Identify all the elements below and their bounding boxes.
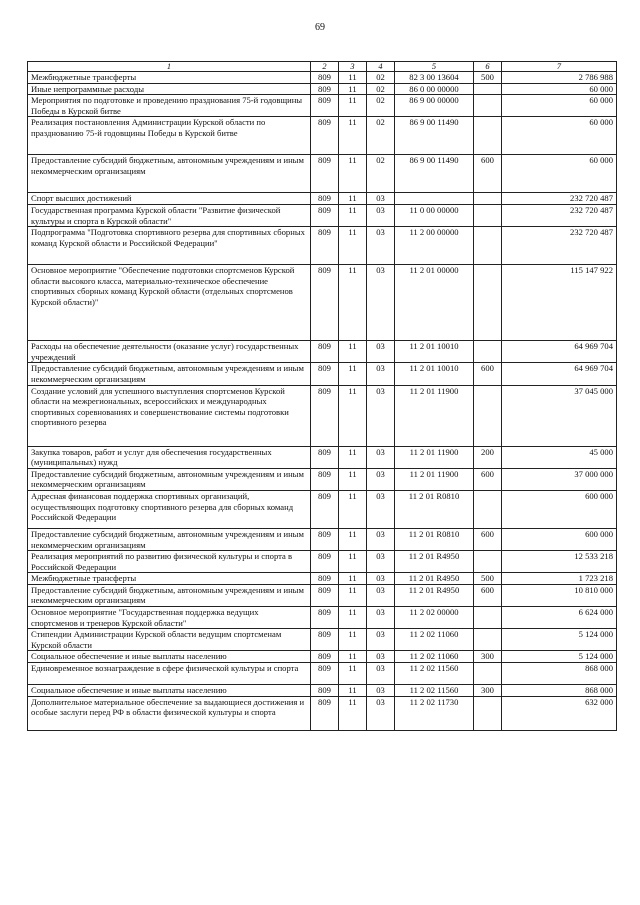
row-col2: 809 bbox=[311, 551, 339, 573]
row-col3: 11 bbox=[339, 685, 367, 697]
row-col5: 11 2 02 11730 bbox=[395, 696, 474, 730]
row-col2: 809 bbox=[311, 155, 339, 193]
row-col6: 500 bbox=[474, 72, 502, 84]
row-col6 bbox=[474, 95, 502, 117]
column-header: 4 bbox=[367, 62, 395, 72]
row-col6: 300 bbox=[474, 651, 502, 663]
row-description: Мероприятия по подготовке и проведению празднования 75-й годовщины Победы в Курской битве bbox=[28, 95, 311, 117]
row-col3: 11 bbox=[339, 83, 367, 95]
row-col2: 809 bbox=[311, 663, 339, 685]
row-col6: 600 bbox=[474, 363, 502, 385]
row-col4: 03 bbox=[367, 663, 395, 685]
row-col5: 11 2 01 11900 bbox=[395, 468, 474, 490]
row-description: Стипендии Администрации Курской области ведущим спортсменам Курской области bbox=[28, 629, 311, 651]
row-col6: 300 bbox=[474, 685, 502, 697]
row-col2: 809 bbox=[311, 95, 339, 117]
row-col2: 809 bbox=[311, 385, 339, 446]
row-description: Спорт высших достижений bbox=[28, 193, 311, 205]
row-amount: 232 720 487 bbox=[502, 204, 617, 226]
row-col3: 11 bbox=[339, 528, 367, 550]
row-description: Создание условий для успешного выступления спортсменов Курской области на межрегиональных, всероссийских и международных спортивных соревнованиях и совершенствование системы подготовки спортивного резерва bbox=[28, 385, 311, 446]
row-amount: 115 147 922 bbox=[502, 265, 617, 341]
row-col2: 809 bbox=[311, 117, 339, 155]
row-col6: 600 bbox=[474, 528, 502, 550]
row-col4: 03 bbox=[367, 607, 395, 629]
row-col2: 809 bbox=[311, 341, 339, 363]
table-row bbox=[28, 341, 617, 363]
row-amount: 6 624 000 bbox=[502, 607, 617, 629]
row-amount: 232 720 487 bbox=[502, 193, 617, 205]
row-description: Предоставление субсидий бюджетным, автономным учреждениям и иным некоммерческим организациям bbox=[28, 468, 311, 490]
row-col2: 809 bbox=[311, 490, 339, 528]
row-amount: 60 000 bbox=[502, 95, 617, 117]
table-row bbox=[28, 95, 617, 117]
row-col5: 11 2 01 R4950 bbox=[395, 551, 474, 573]
row-col6 bbox=[474, 663, 502, 685]
row-amount: 60 000 bbox=[502, 83, 617, 95]
row-amount: 2 786 988 bbox=[502, 72, 617, 84]
row-description: Предоставление субсидий бюджетным, автономным учреждениям и иным некоммерческим организациям bbox=[28, 155, 311, 193]
budget-table bbox=[27, 61, 617, 731]
row-col6: 500 bbox=[474, 573, 502, 585]
row-col6 bbox=[474, 193, 502, 205]
table-row bbox=[28, 363, 617, 385]
row-col2: 809 bbox=[311, 72, 339, 84]
row-col2: 809 bbox=[311, 363, 339, 385]
table-row bbox=[28, 117, 617, 155]
row-col5: 11 2 01 R0810 bbox=[395, 490, 474, 528]
row-col5: 11 2 01 10010 bbox=[395, 363, 474, 385]
row-col6 bbox=[474, 629, 502, 651]
row-col2: 809 bbox=[311, 607, 339, 629]
row-amount: 632 000 bbox=[502, 696, 617, 730]
table-row bbox=[28, 651, 617, 663]
row-amount: 10 810 000 bbox=[502, 584, 617, 606]
table-header-row bbox=[28, 62, 617, 72]
row-col4: 03 bbox=[367, 551, 395, 573]
row-col4: 03 bbox=[367, 265, 395, 341]
column-header: 6 bbox=[474, 62, 502, 72]
row-col5: 86 9 00 11490 bbox=[395, 155, 474, 193]
row-col4: 03 bbox=[367, 341, 395, 363]
row-amount: 60 000 bbox=[502, 155, 617, 193]
row-amount: 868 000 bbox=[502, 685, 617, 697]
row-col4: 03 bbox=[367, 573, 395, 585]
row-description: Предоставление субсидий бюджетным, автономным учреждениям и иным некоммерческим организациям bbox=[28, 528, 311, 550]
column-header: 7 bbox=[502, 62, 617, 72]
table-row bbox=[28, 72, 617, 84]
row-col2: 809 bbox=[311, 83, 339, 95]
row-col4: 03 bbox=[367, 584, 395, 606]
row-col5: 86 9 00 11490 bbox=[395, 117, 474, 155]
table-row bbox=[28, 204, 617, 226]
row-col5 bbox=[395, 193, 474, 205]
row-col5: 86 9 00 00000 bbox=[395, 95, 474, 117]
row-col3: 11 bbox=[339, 573, 367, 585]
row-col4: 03 bbox=[367, 363, 395, 385]
row-col4: 03 bbox=[367, 227, 395, 265]
row-description: Подпрограмма "Подготовка спортивного резерва для спортивных сборных команд Курской области и Российской Федерации" bbox=[28, 227, 311, 265]
row-col5: 11 0 00 00000 bbox=[395, 204, 474, 226]
row-col4: 03 bbox=[367, 490, 395, 528]
row-amount: 232 720 487 bbox=[502, 227, 617, 265]
row-col2: 809 bbox=[311, 227, 339, 265]
row-col5: 82 3 00 13604 bbox=[395, 72, 474, 84]
row-col3: 11 bbox=[339, 468, 367, 490]
row-col6 bbox=[474, 117, 502, 155]
row-description: Основное мероприятие "Обеспечение подготовки спортсменов Курской области высокого класса, материально-техническое обеспечение спортивных сборных команд Курской области (отдельных спортсменов Курской области)" bbox=[28, 265, 311, 341]
column-header: 2 bbox=[311, 62, 339, 72]
row-col2: 809 bbox=[311, 584, 339, 606]
row-amount: 5 124 000 bbox=[502, 651, 617, 663]
row-col5: 11 2 02 11060 bbox=[395, 651, 474, 663]
table-row bbox=[28, 584, 617, 606]
row-amount: 60 000 bbox=[502, 117, 617, 155]
row-amount: 64 969 704 bbox=[502, 363, 617, 385]
row-amount: 600 000 bbox=[502, 490, 617, 528]
table-row bbox=[28, 663, 617, 685]
row-amount: 5 124 000 bbox=[502, 629, 617, 651]
row-col5: 86 0 00 00000 bbox=[395, 83, 474, 95]
row-col2: 809 bbox=[311, 204, 339, 226]
row-col6 bbox=[474, 696, 502, 730]
row-col5: 11 2 01 11900 bbox=[395, 446, 474, 468]
row-col4: 03 bbox=[367, 696, 395, 730]
row-col4: 02 bbox=[367, 72, 395, 84]
table-row bbox=[28, 629, 617, 651]
table-row bbox=[28, 385, 617, 446]
table-row bbox=[28, 685, 617, 697]
row-col6: 600 bbox=[474, 468, 502, 490]
row-col6: 600 bbox=[474, 155, 502, 193]
row-col5: 11 2 01 11900 bbox=[395, 385, 474, 446]
column-header: 1 bbox=[28, 62, 311, 72]
row-col2: 809 bbox=[311, 685, 339, 697]
row-col2: 809 bbox=[311, 651, 339, 663]
row-col3: 11 bbox=[339, 446, 367, 468]
row-col6: 600 bbox=[474, 584, 502, 606]
row-description: Реализация постановления Администрации Курской области по празднованию 75-й годовщины Победы в Курской битве bbox=[28, 117, 311, 155]
row-col3: 11 bbox=[339, 584, 367, 606]
row-col4: 03 bbox=[367, 193, 395, 205]
row-amount: 1 723 218 bbox=[502, 573, 617, 585]
row-col6 bbox=[474, 204, 502, 226]
row-col3: 11 bbox=[339, 204, 367, 226]
row-col4: 02 bbox=[367, 155, 395, 193]
row-col6 bbox=[474, 551, 502, 573]
table-row bbox=[28, 155, 617, 193]
row-col2: 809 bbox=[311, 573, 339, 585]
row-amount: 868 000 bbox=[502, 663, 617, 685]
row-col2: 809 bbox=[311, 265, 339, 341]
row-col4: 03 bbox=[367, 651, 395, 663]
row-col3: 11 bbox=[339, 155, 367, 193]
row-col5: 11 2 02 11060 bbox=[395, 629, 474, 651]
table-row bbox=[28, 573, 617, 585]
page-number: 69 bbox=[315, 22, 325, 33]
row-description: Иные непрограммные расходы bbox=[28, 83, 311, 95]
row-col6 bbox=[474, 385, 502, 446]
row-description: Основное мероприятие "Государственная поддержка ведущих спортсменов и тренеров Курской области" bbox=[28, 607, 311, 629]
row-col4: 02 bbox=[367, 83, 395, 95]
row-amount: 45 000 bbox=[502, 446, 617, 468]
row-col2: 809 bbox=[311, 696, 339, 730]
row-col3: 11 bbox=[339, 117, 367, 155]
row-col5: 11 2 01 R4950 bbox=[395, 584, 474, 606]
table-row bbox=[28, 468, 617, 490]
row-description: Социальное обеспечение и иные выплаты населению bbox=[28, 685, 311, 697]
row-col2: 809 bbox=[311, 528, 339, 550]
row-col3: 11 bbox=[339, 341, 367, 363]
row-col6 bbox=[474, 265, 502, 341]
row-amount: 37 000 000 bbox=[502, 468, 617, 490]
row-amount: 600 000 bbox=[502, 528, 617, 550]
row-col6 bbox=[474, 490, 502, 528]
row-col3: 11 bbox=[339, 363, 367, 385]
table-row bbox=[28, 265, 617, 341]
row-col6 bbox=[474, 341, 502, 363]
row-col5: 11 2 02 11560 bbox=[395, 685, 474, 697]
table-row bbox=[28, 83, 617, 95]
row-col4: 03 bbox=[367, 204, 395, 226]
row-description: Адресная финансовая поддержка спортивных организаций, осуществляющих подготовку спортивного резерва для сборных команд Российской Федерации bbox=[28, 490, 311, 528]
column-header: 5 bbox=[395, 62, 474, 72]
row-col3: 11 bbox=[339, 551, 367, 573]
row-description: Предоставление субсидий бюджетным, автономным учреждениям и иным некоммерческим организациям bbox=[28, 363, 311, 385]
row-col4: 03 bbox=[367, 528, 395, 550]
row-amount: 37 045 000 bbox=[502, 385, 617, 446]
table-row bbox=[28, 227, 617, 265]
row-description: Социальное обеспечение и иные выплаты населению bbox=[28, 651, 311, 663]
row-amount: 64 969 704 bbox=[502, 341, 617, 363]
row-col5: 11 2 02 11560 bbox=[395, 663, 474, 685]
row-col6 bbox=[474, 83, 502, 95]
table-row bbox=[28, 446, 617, 468]
row-col3: 11 bbox=[339, 227, 367, 265]
row-col6: 200 bbox=[474, 446, 502, 468]
row-col3: 11 bbox=[339, 193, 367, 205]
row-col5: 11 2 01 R4950 bbox=[395, 573, 474, 585]
row-description: Дополнительное материальное обеспечение за выдающиеся достижения и особые заслуги перед РФ в области физической культуры и спорта bbox=[28, 696, 311, 730]
row-col5: 11 2 02 00000 bbox=[395, 607, 474, 629]
row-col2: 809 bbox=[311, 446, 339, 468]
row-amount: 12 533 218 bbox=[502, 551, 617, 573]
row-col4: 03 bbox=[367, 385, 395, 446]
row-col5: 11 2 01 R0810 bbox=[395, 528, 474, 550]
row-description: Государственная программа Курской области "Развитие физической культуры и спорта в Курской области" bbox=[28, 204, 311, 226]
table-row bbox=[28, 696, 617, 730]
row-col3: 11 bbox=[339, 490, 367, 528]
table-row bbox=[28, 528, 617, 550]
row-description: Реализация мероприятий по развитию физической культуры и спорта в Российской Федерации bbox=[28, 551, 311, 573]
table-row bbox=[28, 551, 617, 573]
row-col4: 02 bbox=[367, 95, 395, 117]
table-row bbox=[28, 193, 617, 205]
row-col3: 11 bbox=[339, 385, 367, 446]
row-description: Межбюджетные трансферты bbox=[28, 72, 311, 84]
row-col6 bbox=[474, 607, 502, 629]
row-col4: 03 bbox=[367, 685, 395, 697]
column-header: 3 bbox=[339, 62, 367, 72]
row-col2: 809 bbox=[311, 468, 339, 490]
row-description: Предоставление субсидий бюджетным, автономным учреждениям и иным некоммерческим организациям bbox=[28, 584, 311, 606]
row-description: Межбюджетные трансферты bbox=[28, 573, 311, 585]
row-col3: 11 bbox=[339, 607, 367, 629]
row-col5: 11 2 00 00000 bbox=[395, 227, 474, 265]
row-col4: 03 bbox=[367, 446, 395, 468]
row-col4: 03 bbox=[367, 629, 395, 651]
row-col5: 11 2 01 10010 bbox=[395, 341, 474, 363]
row-col3: 11 bbox=[339, 72, 367, 84]
row-col2: 809 bbox=[311, 193, 339, 205]
row-col3: 11 bbox=[339, 629, 367, 651]
row-col3: 11 bbox=[339, 651, 367, 663]
row-col5: 11 2 01 00000 bbox=[395, 265, 474, 341]
row-col6 bbox=[474, 227, 502, 265]
table-row bbox=[28, 607, 617, 629]
row-col3: 11 bbox=[339, 663, 367, 685]
row-col3: 11 bbox=[339, 265, 367, 341]
row-col4: 03 bbox=[367, 468, 395, 490]
row-description: Расходы на обеспечение деятельности (оказание услуг) государственных учреждений bbox=[28, 341, 311, 363]
row-col4: 02 bbox=[367, 117, 395, 155]
row-col3: 11 bbox=[339, 95, 367, 117]
row-col3: 11 bbox=[339, 696, 367, 730]
row-description: Единовременное вознаграждение в сфере физической культуры и спорта bbox=[28, 663, 311, 685]
table-row bbox=[28, 490, 617, 528]
row-col2: 809 bbox=[311, 629, 339, 651]
row-description: Закупка товаров, работ и услуг для обеспечения государственных (муниципальных) нужд bbox=[28, 446, 311, 468]
